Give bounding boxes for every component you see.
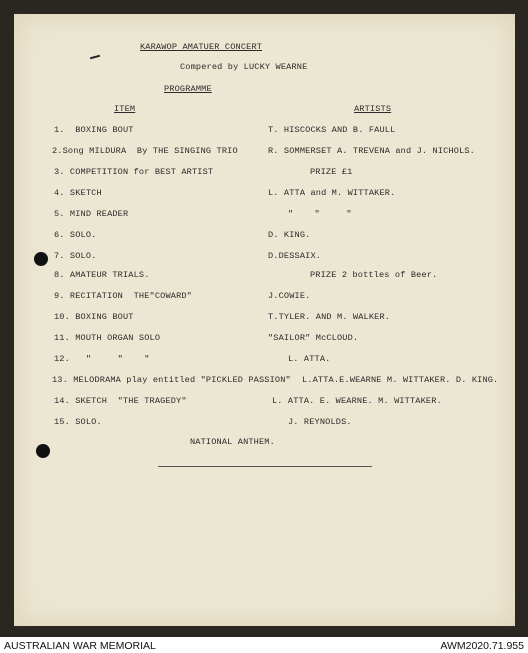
item-12: 12. " " ": [54, 354, 150, 364]
programme-heading: PROGRAMME: [164, 84, 212, 94]
document-title: KARAWOP AMATUER CONCERT: [140, 42, 263, 52]
item-6: 6. SOLO.: [54, 230, 97, 240]
item-2: 2.Song MILDURA By THE SINGING TRIO: [52, 146, 238, 156]
column-header-item: ITEM: [114, 104, 136, 114]
punch-hole-top: [34, 252, 48, 266]
pencil-mark: [90, 55, 100, 60]
compere-line: Compered by LUCKY WEARNE: [180, 62, 308, 72]
closing-rule: [158, 466, 372, 467]
item-1: 1. BOXING BOUT: [54, 125, 134, 135]
item-3: 3. COMPETITION for BEST ARTIST: [54, 167, 214, 177]
item-7: 7. SOLO.: [54, 251, 97, 261]
item-15: 15. SOLO.: [54, 417, 102, 427]
artists-10: T.TYLER. AND M. WALKER.: [268, 312, 391, 322]
item-13: 13. MELODRAMA play entitled "PICKLED PASSION": [52, 375, 291, 385]
artists-8: PRIZE 2 bottles of Beer.: [310, 270, 438, 280]
artists-14: L. ATTA. E. WEARNE. M. WITTAKER.: [272, 396, 442, 406]
item-14: 14. SKETCH "THE TRAGEDY": [54, 396, 187, 406]
document-sheet: [14, 14, 515, 626]
artists-12: L. ATTA.: [288, 354, 331, 364]
footer-bar: [0, 638, 528, 653]
footer-source: AUSTRALIAN WAR MEMORIAL: [4, 640, 156, 652]
artists-15: J. REYNOLDS.: [288, 417, 352, 427]
artists-1: T. HISCOCKS AND B. FAULL: [268, 125, 396, 135]
item-5: 5. MIND READER: [54, 209, 129, 219]
artists-5: " " ": [288, 209, 352, 219]
artists-9: J.COWIE.: [268, 291, 311, 301]
item-10: 10. BOXING BOUT: [54, 312, 134, 322]
artists-3: PRIZE £1: [310, 167, 353, 177]
column-header-artists: ARTISTS: [354, 104, 392, 114]
artists-13: L.ATTA.E.WEARNE M. WITTAKER. D. KING.: [302, 375, 499, 385]
item-8: 8. AMATEUR TRIALS.: [54, 270, 150, 280]
item-11: 11. MOUTH ORGAN SOLO: [54, 333, 161, 343]
item-4: 4. SKETCH: [54, 188, 102, 198]
item-9: 9. RECITATION THE"COWARD": [54, 291, 192, 301]
artists-6: D. KING.: [268, 230, 311, 240]
artists-11: "SAILOR" McCLOUD.: [268, 333, 359, 343]
punch-hole-bottom: [36, 444, 50, 458]
artists-2: R. SOMMERSET A. TREVENA and J. NICHOLS.: [268, 146, 475, 156]
national-anthem: NATIONAL ANTHEM.: [190, 437, 275, 447]
artists-4: L. ATTA and M. WITTAKER.: [268, 188, 396, 198]
artists-7: D.DESSAIX.: [268, 251, 322, 261]
footer-accession: AWM2020.71.955: [440, 640, 524, 652]
